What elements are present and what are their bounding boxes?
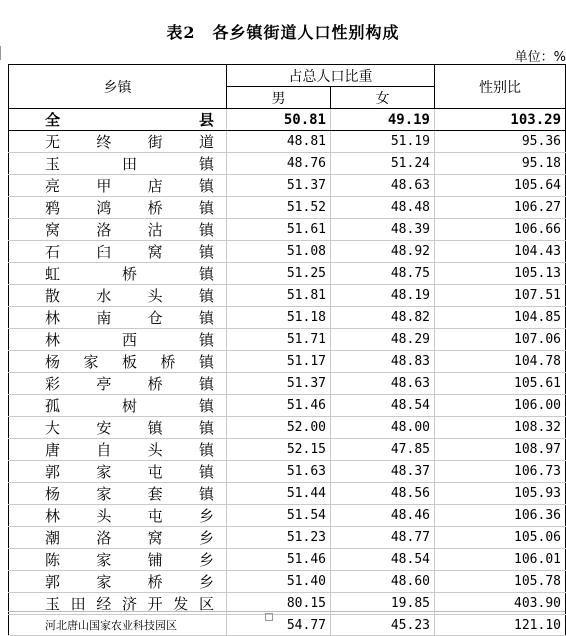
row-ratio: 121.10 xyxy=(435,615,566,636)
row-name-text: 郭 家 屯 镇 xyxy=(45,463,214,481)
row-name xyxy=(9,109,227,131)
table-row xyxy=(9,175,566,197)
row-ratio: 108.32 xyxy=(435,417,566,439)
row-name xyxy=(9,219,227,241)
row-female: 51.19 xyxy=(331,131,435,153)
table-row xyxy=(9,219,566,241)
row-name-text: 林 南 仓 镇 xyxy=(45,309,214,327)
page-edge-marker xyxy=(0,46,7,60)
table-row xyxy=(9,131,566,153)
row-ratio: 108.97 xyxy=(435,439,566,461)
row-ratio: 95.36 xyxy=(435,131,566,153)
row-male: 52.00 xyxy=(227,417,331,439)
row-name xyxy=(9,549,227,571)
row-name xyxy=(9,395,227,417)
header-male: 男 xyxy=(227,87,331,109)
row-male: 51.23 xyxy=(227,527,331,549)
table-row xyxy=(9,307,566,329)
row-male: 51.08 xyxy=(227,241,331,263)
row-female: 48.48 xyxy=(331,197,435,219)
table-row xyxy=(9,241,566,263)
row-name-text: 唐 自 头 镇 xyxy=(45,441,214,459)
row-ratio: 107.06 xyxy=(435,329,566,351)
table-row xyxy=(9,373,566,395)
row-female: 48.75 xyxy=(331,263,435,285)
row-name xyxy=(9,131,227,153)
row-male: 51.46 xyxy=(227,549,331,571)
row-name-text: 潮 洛 窝 乡 xyxy=(45,529,214,547)
row-female: 49.19 xyxy=(331,109,435,131)
row-male: 51.18 xyxy=(227,307,331,329)
row-ratio: 107.51 xyxy=(435,285,566,307)
row-male: 50.81 xyxy=(227,109,331,131)
row-male: 51.54 xyxy=(227,505,331,527)
row-name xyxy=(9,571,227,593)
table-row xyxy=(9,483,566,505)
row-male: 51.37 xyxy=(227,175,331,197)
row-female: 48.60 xyxy=(331,571,435,593)
row-female: 48.54 xyxy=(331,395,435,417)
table-row xyxy=(9,263,566,285)
table-row xyxy=(9,329,566,351)
row-name-text: 窝 洛 沽 镇 xyxy=(45,221,214,239)
row-ratio: 105.13 xyxy=(435,263,566,285)
row-name xyxy=(9,351,227,373)
row-name-text: 郭 家 桥 乡 xyxy=(45,573,214,591)
row-ratio: 105.78 xyxy=(435,571,566,593)
row-ratio: 105.61 xyxy=(435,373,566,395)
row-ratio: 105.06 xyxy=(435,527,566,549)
row-name xyxy=(9,329,227,351)
row-name xyxy=(9,417,227,439)
row-ratio: 105.93 xyxy=(435,483,566,505)
row-name-text: 虹 桥 镇 xyxy=(45,265,214,283)
row-name-text: 陈 家 铺 乡 xyxy=(45,551,214,569)
row-male: 80.15 xyxy=(227,593,331,615)
row-female: 48.82 xyxy=(331,307,435,329)
row-female: 47.85 xyxy=(331,439,435,461)
row-ratio: 104.78 xyxy=(435,351,566,373)
table-row xyxy=(9,417,566,439)
row-name-text: 大 安 镇 镇 xyxy=(45,419,214,437)
row-male: 51.46 xyxy=(227,395,331,417)
row-name-text: 全 县 xyxy=(45,111,214,129)
table-row-total xyxy=(9,109,566,131)
row-female: 45.23 xyxy=(331,615,435,636)
table-row xyxy=(9,395,566,417)
header-ratio: 性别比 xyxy=(435,65,566,109)
row-female: 48.46 xyxy=(331,505,435,527)
row-male: 52.15 xyxy=(227,439,331,461)
row-name xyxy=(9,483,227,505)
row-name-text: 林 头 屯 乡 xyxy=(45,507,214,525)
row-name-text: 鸦 鸿 桥 镇 xyxy=(45,199,214,217)
row-female: 48.29 xyxy=(331,329,435,351)
row-name-text: 玉 田 镇 xyxy=(45,155,214,173)
header-share: 占总人口比重 xyxy=(227,65,435,87)
row-name-text: 无 终 街 道 xyxy=(45,133,214,151)
row-ratio: 106.36 xyxy=(435,505,566,527)
row-male: 54.77 xyxy=(227,615,331,636)
row-ratio: 106.27 xyxy=(435,197,566,219)
row-name xyxy=(9,461,227,483)
row-male: 48.76 xyxy=(227,153,331,175)
row-male: 51.37 xyxy=(227,373,331,395)
row-female: 48.39 xyxy=(331,219,435,241)
row-ratio: 403.90 xyxy=(435,593,566,615)
row-name xyxy=(9,307,227,329)
row-name xyxy=(9,527,227,549)
row-ratio: 106.01 xyxy=(435,549,566,571)
row-name xyxy=(9,373,227,395)
row-male: 51.61 xyxy=(227,219,331,241)
row-name-text: 林 西 镇 xyxy=(45,331,214,349)
row-ratio: 95.18 xyxy=(435,153,566,175)
table-row xyxy=(9,153,566,175)
row-ratio: 104.43 xyxy=(435,241,566,263)
table-title: 表2 各乡镇街道人口性别构成 xyxy=(166,23,400,42)
row-name-text: 杨 家 板 桥 镇 xyxy=(45,353,214,371)
row-name xyxy=(9,285,227,307)
table-body xyxy=(9,109,566,636)
row-name-text: 玉 田 经 济 开 发 区 xyxy=(45,595,214,613)
row-ratio: 104.85 xyxy=(435,307,566,329)
row-name-text: 彩 亭 桥 镇 xyxy=(45,375,214,393)
row-name xyxy=(9,241,227,263)
row-male: 51.71 xyxy=(227,329,331,351)
row-male: 51.17 xyxy=(227,351,331,373)
sheet-bottom-edge xyxy=(8,611,565,622)
sheet-scroll-tick xyxy=(265,613,273,621)
row-male: 51.81 xyxy=(227,285,331,307)
table-row xyxy=(9,197,566,219)
row-female: 48.63 xyxy=(331,373,435,395)
table-row xyxy=(9,285,566,307)
row-female: 48.54 xyxy=(331,549,435,571)
table-row xyxy=(9,461,566,483)
row-male: 48.81 xyxy=(227,131,331,153)
row-ratio: 106.66 xyxy=(435,219,566,241)
row-ratio: 105.64 xyxy=(435,175,566,197)
row-female: 48.92 xyxy=(331,241,435,263)
row-name xyxy=(9,197,227,219)
row-female: 48.37 xyxy=(331,461,435,483)
population-gender-table xyxy=(8,64,566,636)
table-row xyxy=(9,439,566,461)
row-name xyxy=(9,439,227,461)
row-male: 51.44 xyxy=(227,483,331,505)
row-female: 48.56 xyxy=(331,483,435,505)
header-town: 乡镇 xyxy=(9,65,227,109)
row-female: 48.77 xyxy=(331,527,435,549)
row-female: 48.00 xyxy=(331,417,435,439)
row-female: 48.83 xyxy=(331,351,435,373)
row-name-text: 杨 家 套 镇 xyxy=(45,485,214,503)
row-name xyxy=(9,505,227,527)
row-male: 51.40 xyxy=(227,571,331,593)
row-name-text: 石 臼 窝 镇 xyxy=(45,243,214,261)
table-row xyxy=(9,527,566,549)
header-female: 女 xyxy=(331,87,435,109)
row-female: 19.85 xyxy=(331,593,435,615)
row-name-text: 亮 甲 店 镇 xyxy=(45,177,214,195)
row-name xyxy=(9,263,227,285)
row-name-text: 散 水 头 镇 xyxy=(45,287,214,305)
row-male: 51.52 xyxy=(227,197,331,219)
unit-label: 单位：% xyxy=(514,50,566,65)
row-female: 48.63 xyxy=(331,175,435,197)
row-name-text: 孤 树 镇 xyxy=(45,397,214,415)
table-row xyxy=(9,571,566,593)
table-row xyxy=(9,505,566,527)
row-male: 51.63 xyxy=(227,461,331,483)
row-male: 51.25 xyxy=(227,263,331,285)
row-name xyxy=(9,175,227,197)
row-name xyxy=(9,153,227,175)
row-ratio: 103.29 xyxy=(435,109,566,131)
table-row xyxy=(9,549,566,571)
row-name-text: 河北唐山国家农业科技园区 xyxy=(45,619,177,632)
row-female: 51.24 xyxy=(331,153,435,175)
row-ratio: 106.73 xyxy=(435,461,566,483)
table-row xyxy=(9,351,566,373)
row-female: 48.19 xyxy=(331,285,435,307)
row-ratio: 106.00 xyxy=(435,395,566,417)
